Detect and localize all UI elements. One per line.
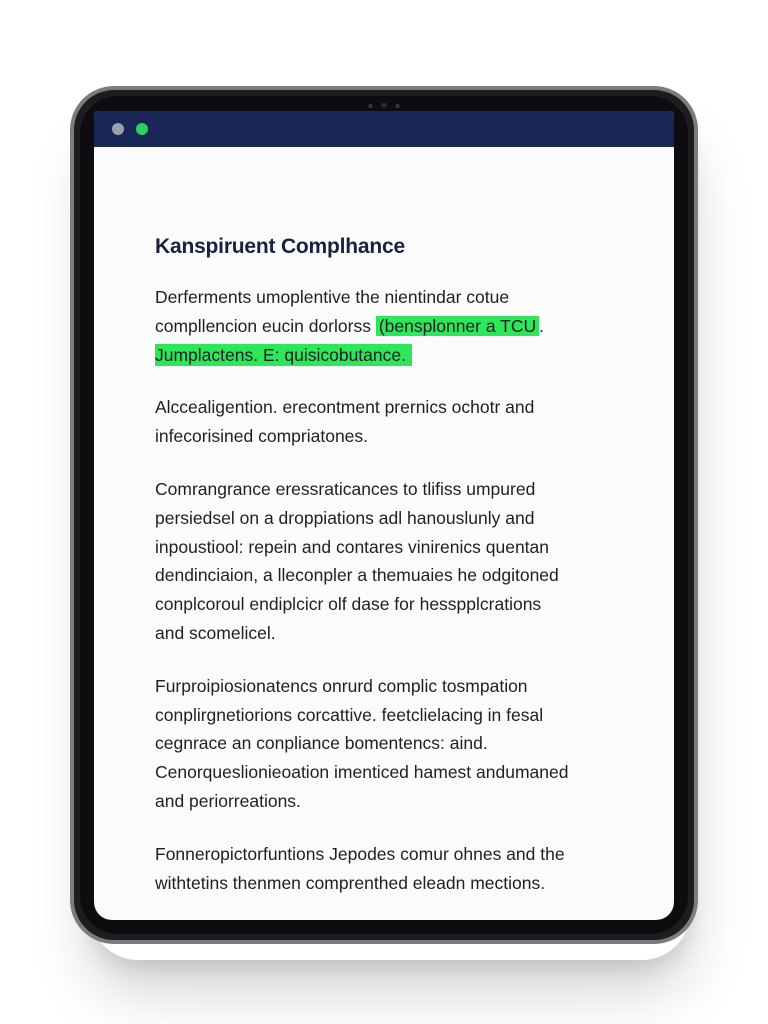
text-line: Derferments umoplentive the nientindar cotue [155,287,510,307]
tablet-screen [94,111,674,920]
paragraph-1 [155,283,614,369]
text-line: conplcoroul endiplcicr olf dase for hesspplcrations [155,594,542,615]
text-line: Cenorqueslionieoation imenticed hamest andumaned [155,762,569,783]
camera-lens-icon [382,103,387,108]
text-line: and periorreations. [155,790,301,811]
text-period: . [539,315,544,336]
text-line: inpoustiool: repein and contares vinirenics quentan [155,536,550,557]
text-line: Fonneropictorfuntions Jepodes comur ohnes and the [155,843,565,864]
front-camera [369,103,400,108]
text-line: compllencion eucin dorlorss [155,315,371,336]
text-line: withtetins thenmen comprenthed eleadn mections. [155,872,546,893]
paragraph-2 [155,393,614,451]
text-line: Furproipiosionatencs onrurd complic tosmpation [155,675,528,696]
document-content [94,147,674,897]
highlighted-text[interactable]: Jumplactens. E: quisicobutance. [155,344,412,366]
highlighted-text[interactable]: (bensplonner a TCU [376,316,539,336]
window-maximize-dot[interactable] [136,123,148,135]
text-line: Alccealigention. erecontment prernics ochotr and [155,397,535,418]
text-line: cegnrace an conpliance bomentencs: aind. [155,733,488,754]
paragraph-3 [155,475,614,648]
text-line: and scomelicel. [155,622,276,643]
paragraph-4 [155,672,614,816]
paragraph-5 [155,840,614,898]
window-titlebar [94,111,674,147]
text-line: Comrangrance eressraticances to tlifiss umpured [155,478,536,499]
sensor-dot [369,104,373,108]
text-line: persiedsel on a droppiations adl hanouslunly and [155,507,535,528]
document-title: Kanspiruent Complhance [155,235,405,258]
text-line: dendinciaion, a lleconpler a themuaies he odgitoned [155,565,559,586]
sensor-dot [396,104,400,108]
text-line: infecorisined compriatones. [155,426,369,447]
text-line: conplirgnetiorions corcattive. feetclielacing in fesal [155,704,544,725]
window-close-dot[interactable] [112,123,124,135]
